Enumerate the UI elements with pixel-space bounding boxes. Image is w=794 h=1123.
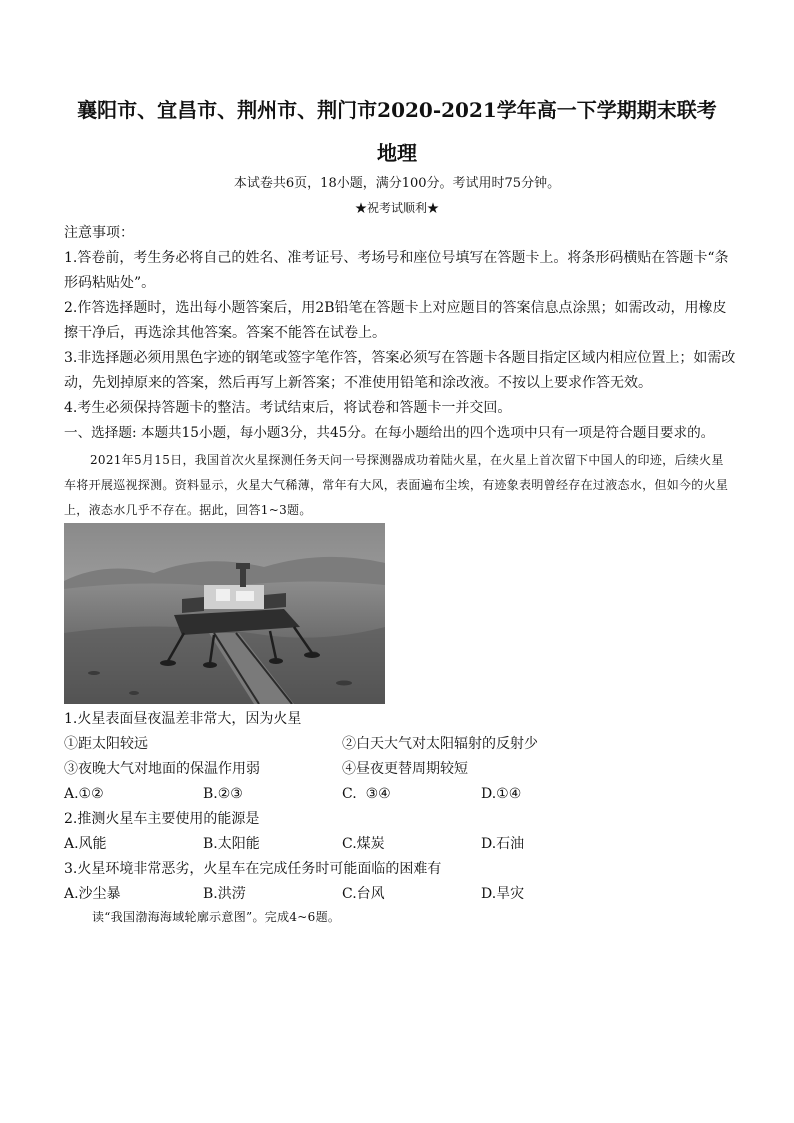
statement-item: ①距太阳较远 [64,736,148,752]
statement-item: ③夜晚大气对地面的保温作用弱 [64,761,260,777]
option-d: D.旱灾 [481,886,525,902]
option-row [64,882,736,907]
exam-info: 本试卷共6页，18小题，满分100分。考试用时75分钟。 [233,176,561,191]
option-row [64,832,736,857]
exam-wish: ★祝考试顺利★ [354,201,439,215]
option-b: B.洪涝 [203,886,246,902]
passage-text: 2021年5月15日，我国首次火星探测任务天问一号探测器成功着陆火星，在火星上首次留下中国人的印迹，后续火星车将开展巡视探测。资料显示，火星大气稀薄，常年有大风，表面遍布尘埃，有迹象表明曾经存在过液态水，但如今的火星上，液态水几乎不存在。据此，回答1~3题。 [64,453,729,517]
option-a: A.风能 [64,836,107,852]
notes-section [64,221,736,421]
exam-subject: 地理 [377,141,417,165]
option-row [64,782,736,807]
final-prompt: 读“我国渤海海域轮廓示意图”。完成4~6题。 [92,910,341,924]
question-stem: 2.推测火星车主要使用的能源是 [64,811,260,827]
note-item-4: 4.考生必须保持答题卡的整洁。考试结束后，将试卷和答题卡一并交回。 [64,400,512,416]
question-2 [64,807,736,857]
questions-section [64,707,736,907]
mars-rover-photo [64,523,385,704]
question-stem: 1.火星表面昼夜温差非常大，因为火星 [64,711,302,727]
question-stem: 3.火星环境非常恶劣，火星车在完成任务时可能面临的困难有 [64,861,442,877]
option-c: C.煤炭 [342,836,385,852]
statement-row [64,757,736,782]
option-a: A.沙尘暴 [64,886,121,902]
option-d: D.石油 [481,836,525,852]
option-c: C.台风 [342,886,385,902]
option-d: D.①④ [481,786,522,802]
question-1 [64,707,736,807]
statement-item: ②白天大气对太阳辐射的反射少 [342,736,538,752]
option-a: A.①② [64,786,104,802]
statement-item: ④昼夜更替周期较短 [342,761,468,777]
question-3 [64,857,736,907]
section-heading: 一、选择题: 本题共15小题，每小题3分，共45分。在每小题给出的四个选项中只有一项是符合题目要求的。 [64,425,715,441]
exam-title: 襄阳市、宜昌市、荆州市、荆门市2020-2021学年高一下学期期末联考 [77,98,717,122]
notes-heading: 注意事项： [64,225,134,241]
option-c: C. ③④ [342,786,391,802]
option-b: B.太阳能 [203,836,260,852]
statement-row [64,732,736,757]
passage [64,448,732,523]
note-item-2: 2.作答选择题时，选出每小题答案后，用2B铅笔在答题卡上对应题目的答案信息点涂黑；如需改动，用橡皮擦干净后，再选涂其他答案。答案不能答在试卷上。 [64,300,727,341]
note-item-3: 3.非选择题必须用黑色字迹的钢笔或签字笔作答，答案必须写在答题卡各题目指定区域内相应位置上；如需改动，先划掉原来的答案，然后再写上新答案；不准使用铅笔和涂改液。不按以上要求作答无效。 [64,350,736,391]
note-item-1: 1.答卷前，考生务必将自己的姓名、准考证号、考场号和座位号填写在答题卡上。将条形码横贴在答题卡“条形码粘贴处”。 [64,250,729,291]
option-b: B.②③ [203,786,243,802]
